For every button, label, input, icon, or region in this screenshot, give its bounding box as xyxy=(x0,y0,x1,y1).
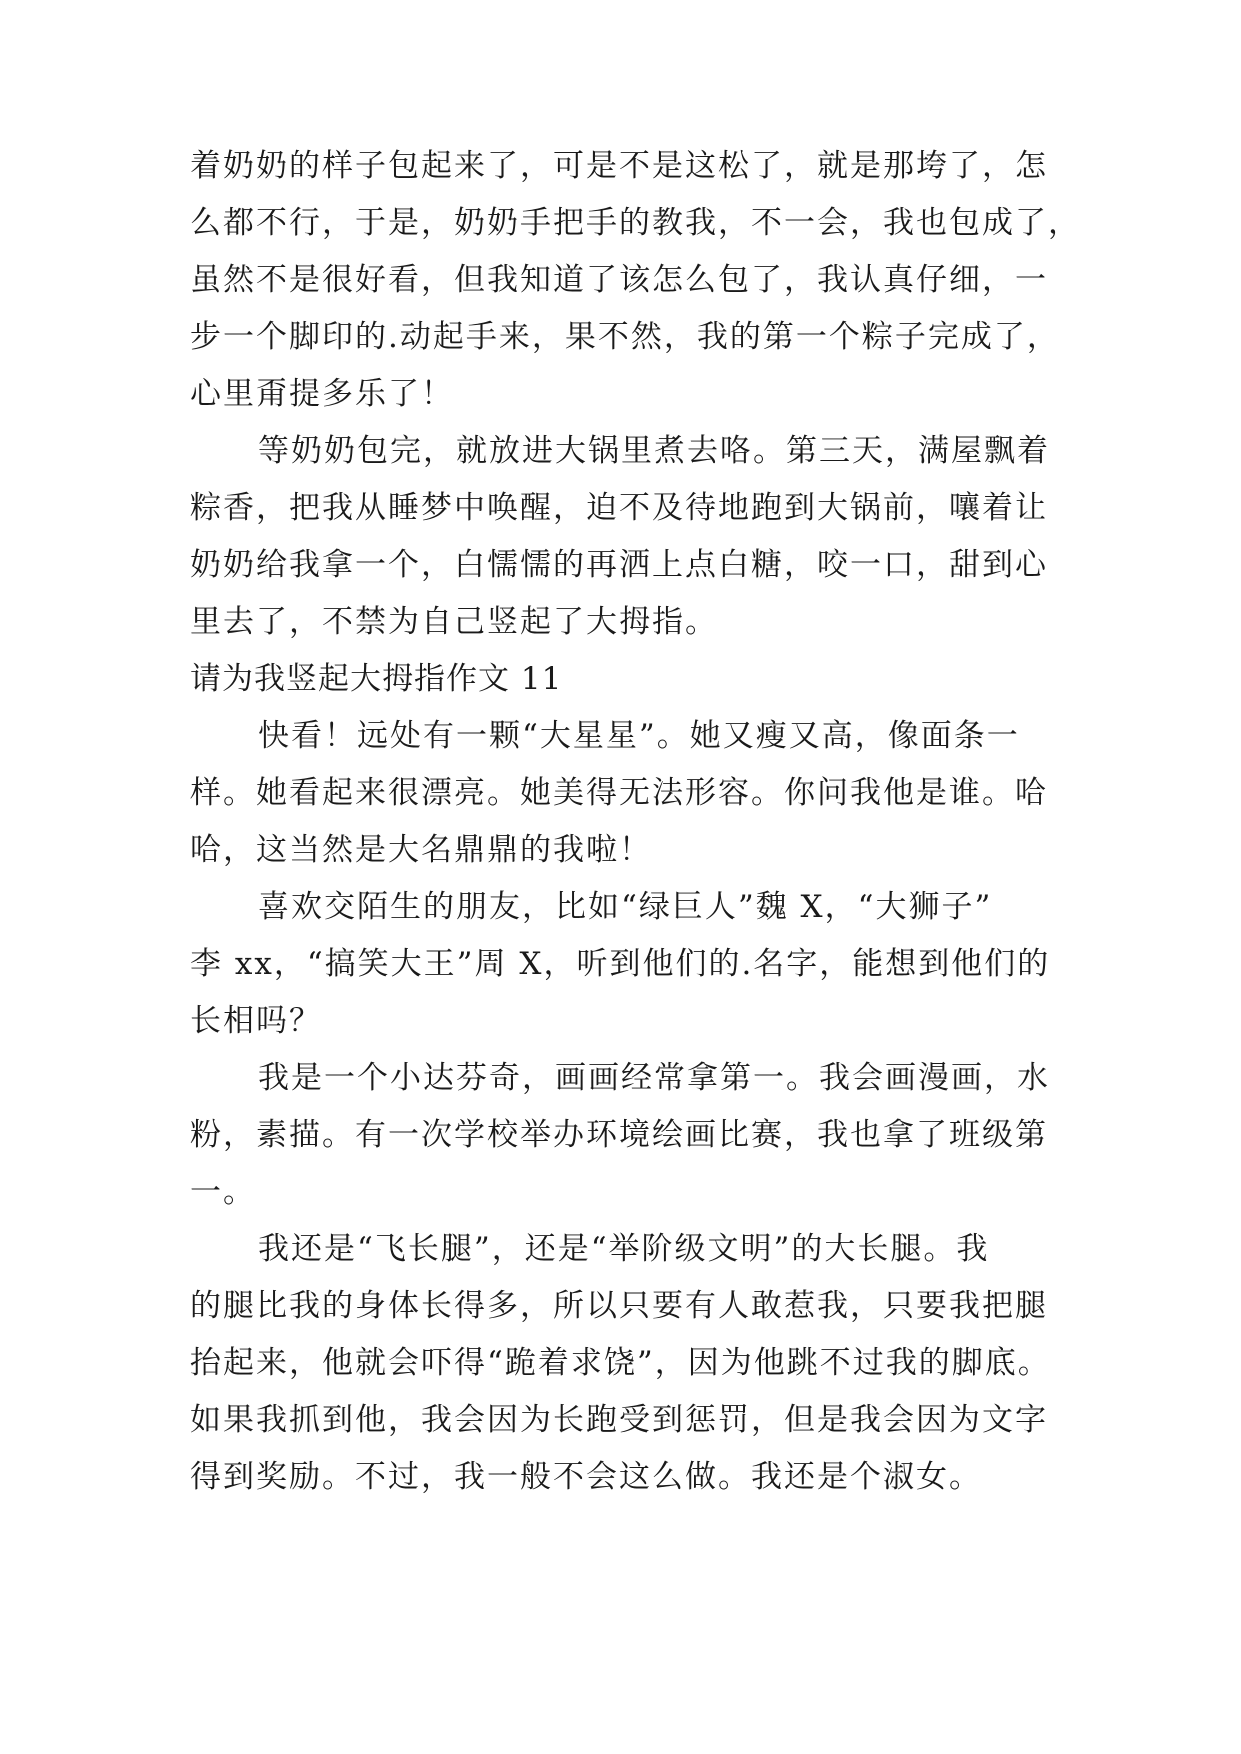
text-line: 粉，素描。有一次学校举办环境绘画比赛，我也拿了班级第 xyxy=(190,1117,1048,1153)
text-line: 样。她看起来很漂亮。她美得无法形容。你问我他是谁。哈 xyxy=(190,775,1048,811)
text-line: 么都不行，于是，奶奶手把手的教我，不一会，我也包成了， xyxy=(190,205,1081,241)
paragraph-first-line: 我还是“飞长腿”，还是“举阶级文明”的大长腿。我 xyxy=(258,1231,990,1267)
text-line: 哈，这当然是大名鼎鼎的我啦！ xyxy=(190,832,652,868)
text-line: 的腿比我的身体长得多，所以只要有人敢惹我，只要我把腿 xyxy=(190,1288,1048,1324)
text-line: 着奶奶的样子包起来了，可是不是这松了，就是那垮了，怎 xyxy=(190,148,1048,184)
paragraph-first-line: 快看！远处有一颗“大星星”。她又瘦又高，像面条一 xyxy=(258,718,1020,754)
text-line: 奶奶给我拿一个，白懦懦的再洒上点白糖，咬一口，甜到心 xyxy=(190,547,1048,583)
text-line: 长相吗？ xyxy=(190,1003,322,1039)
paragraph-first-line: 我是一个小达芬奇，画画经常拿第一。我会画漫画，水 xyxy=(258,1060,1050,1096)
text-line: 虽然不是很好看，但我知道了该怎么包了，我认真仔细，一 xyxy=(190,262,1048,298)
text-line: 步一个脚印的.动起手来，果不然，我的第一个粽子完成了， xyxy=(190,319,1060,355)
paragraph-first-line: 等奶奶包完，就放进大锅里煮去咯。第三天，满屋飘着 xyxy=(258,433,1050,469)
paragraph-first-line: 喜欢交陌生的朋友，比如“绿巨人”魏 X，“大狮子” xyxy=(258,889,993,925)
text-line: 粽香，把我从睡梦中唤醒，迫不及待地跑到大锅前，嚷着让 xyxy=(190,490,1048,526)
text-line: 一。 xyxy=(190,1174,256,1210)
section-heading: 请为我竖起大拇指作文 11 xyxy=(190,661,563,697)
text-line: 得到奖励。不过，我一般不会这么做。我还是个淑女。 xyxy=(190,1459,982,1495)
text-line: 李 xx，“搞笑大王”周 X，听到他们的.名字，能想到他们的 xyxy=(190,946,1051,982)
text-line: 里去了，不禁为自己竖起了大拇指。 xyxy=(190,604,718,640)
text-line: 心里甭提多乐了！ xyxy=(190,376,454,412)
text-line: 抬起来，他就会吓得“跪着求饶”，因为他跳不过我的脚底。 xyxy=(190,1345,1051,1381)
text-line: 如果我抓到他，我会因为长跑受到惩罚，但是我会因为文字 xyxy=(190,1402,1048,1438)
